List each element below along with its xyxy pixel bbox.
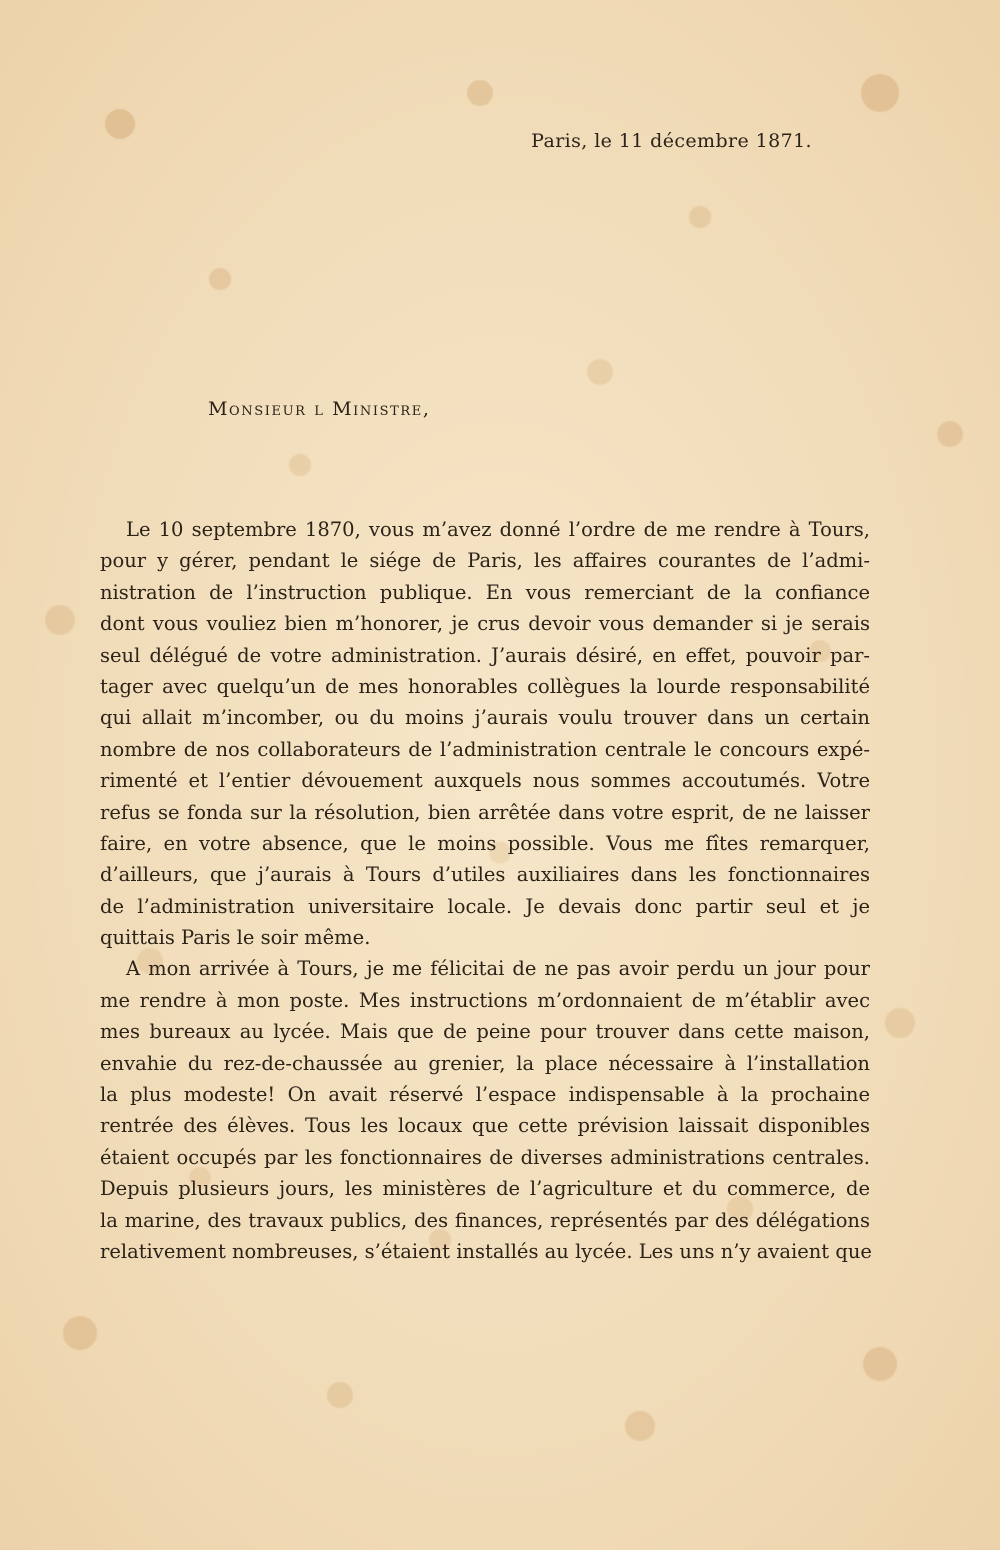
text-line: étaient occupés par les fonctionnaires de diverses administrations centrales. bbox=[100, 1145, 870, 1169]
text-line: relativement nombreuses, s’étaient installés au lycée. Les uns n’y avaient que bbox=[100, 1239, 872, 1263]
text-line: nistration de l’instruction publique. En vous remerciant de la confiance bbox=[100, 580, 870, 604]
dateline: Paris, le 11 décembre 1871. bbox=[531, 130, 812, 152]
text-line: Le 10 septembre 1870, vous m’avez donné l’ordre de me rendre à Tours, bbox=[126, 518, 870, 541]
text-line: seul délégué de votre administration. J’aurais désiré, en effet, pouvoir par- bbox=[100, 643, 870, 667]
text-line: envahie du rez-de-chaussée au grenier, la place nécessaire à l’installation bbox=[100, 1051, 870, 1075]
text-line: qui allait m’incomber, ou du moins j’aurais voulu trouver dans un certain bbox=[100, 706, 870, 730]
text-line: A mon arrivée à Tours, je me félicitai de ne pas avoir perdu un jour pour bbox=[126, 957, 870, 981]
text-line: d’ailleurs, que j’aurais à Tours d’utiles auxiliaires dans les fonctionnaires bbox=[100, 863, 870, 887]
text-line: mes bureaux au lycée. Mais que de peine pour trouver dans cette maison, bbox=[100, 1020, 870, 1044]
text-line: rentrée des élèves. Tous les locaux que cette prévision laissait disponibles bbox=[100, 1114, 870, 1138]
text-line: rimenté et l’entier dévouement auxquels nous sommes accoutumés. Votre bbox=[100, 769, 870, 793]
text-line: Depuis plusieurs jours, les ministères de l’agriculture et du commerce, de bbox=[100, 1177, 870, 1201]
text-line: pour y gérer, pendant le siége de Paris, les affaires courantes de l’admi- bbox=[100, 549, 870, 573]
text-line: me rendre à mon poste. Mes instructions m’ordonnaient de m’établir avec bbox=[100, 988, 870, 1012]
text-line: la marine, des travaux publics, des finances, représentés par des délégations bbox=[100, 1208, 870, 1232]
text-line: nombre de nos collaborateurs de l’administration centrale le concours expé- bbox=[100, 737, 870, 761]
text-line: dont vous vouliez bien m’honorer, je crus devoir vous demander si je serais bbox=[100, 612, 870, 636]
text-line: tager avec quelqu’un de mes honorables collègues la lourde responsabilité bbox=[100, 674, 870, 698]
text-line: faire, en votre absence, que le moins possible. Vous me fîtes remarquer, bbox=[100, 831, 870, 855]
text-line: quittais Paris le soir même. bbox=[100, 926, 371, 950]
salutation: Monsieur l Ministre, bbox=[208, 398, 431, 420]
text-line: refus se fonda sur la résolution, bien arrêtée dans votre esprit, de ne laisser bbox=[100, 800, 870, 824]
text-line: la plus modeste! On avait réservé l’espace indispensable à la prochaine bbox=[100, 1083, 870, 1107]
letter-body bbox=[100, 514, 870, 1267]
text-line: de l’administration universitaire locale. Je devais donc partir seul et je bbox=[100, 894, 870, 918]
